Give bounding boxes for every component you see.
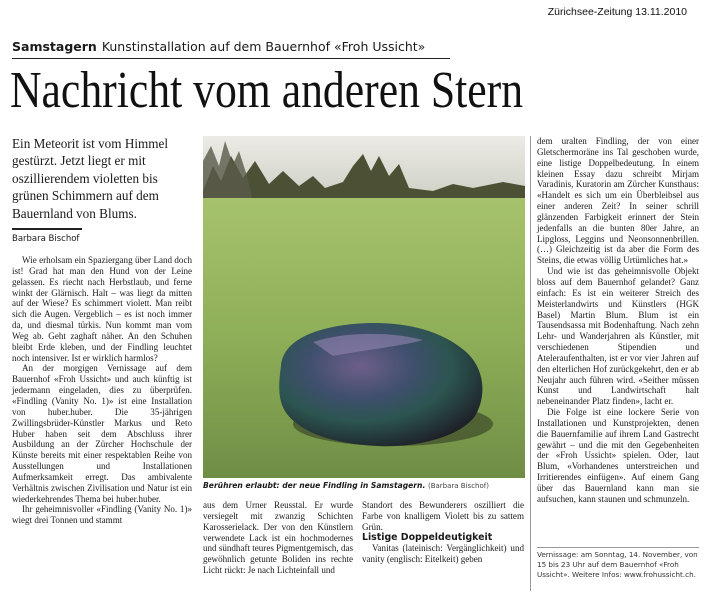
photo-caption-text: Berühren erlaubt: der neue Findling in Samstagern.: [203, 481, 426, 490]
lead-rule: [12, 228, 82, 230]
col1-paragraph-1: Wie erholsam ein Spaziergang über Land doch ist! Grad hat man den Hund von der Leine gelassen. Es riecht nach Herbstlaub, und ferne winkt der Glärnisch. Halt – was liegt da mitten auf der Wiese? Es schimmert violett. Man reibt sich die Augen. Vergeblich – es ist noch immer da, und diesmal türkis. Nun kommt man vom Weg ab. Geht zaghaft näher. An den Schuhen bleibt Erde kleben, und der Findling leuchtet noch intensiver. Ist er wirklich harmlos?: [12, 255, 192, 363]
col1-paragraph-3: Ihr geheimnisvoller «Findling (Vanity No. 1)» wiegt drei Tonnen und stammt: [12, 504, 192, 526]
kicker-location: Samstagern: [12, 39, 97, 54]
col4-paragraph-1: dem uralten Findling, der von einer Gletschermoräne ins Tal geschoben wurde, eine listige Doppelbedeutung. In einem kleinen Essay dazu schreibt Mirjam Varadinis, Kuratorin am Zürcher Kunsthaus: «Handelt es sich um ein Überbleibsel aus einer anderen Zeit? In seiner schrill glänzenden Farbigkeit erinnert der Stein jedenfalls an die bunten 80er Jahre, an Lipgloss, Leggins und Neonsonnenbrillen. (…) Gleichzeitig ist da aber die Form des Steins, die etwas völlig Urtümliches hat.»: [537, 136, 699, 266]
headline: Nachricht vom anderen Stern: [10, 62, 524, 119]
col4-paragraph-3: Die Folge ist eine lockere Serie von Installationen und Kunstprojekten, denen die Bauernfamilie auf ihrem Land Gastrecht gewährt – und die mit den Gegebenheiten der «Froh Ussicht» spielen. Oder, laut Blum, «Vorhandenes unterstreichen und Irritierendes einfügen». Auf einem Gang über das Bauernland kann man sie aufsuchen, kann staunen und schmunzeln.: [537, 407, 699, 504]
column-divider: [530, 136, 531, 591]
col4-paragraph-2: Und wie ist das geheimnisvolle Objekt bloss auf dem Bauernhof gelandet? Ganz einfach: Es ist ein weiterer Streich des Meisterlandwirts und Künstlers (HGK Basel) Martin Blum. Blum ist ein Tausendsassa mit Bodenhaftung. Nach zehn Lehr- und Wanderjahren als Künstler, mit verschiedenen Stipendien und Ateleraufenthalten, ist er vor vier Jahren auf den elterlichen Hof zurückgekehrt, den er ab Neujahr auch führen wird. «Seither müssen Kunst und Landwirtschaft halt nebeneinander Platz finden», lacht er.: [537, 266, 699, 407]
kicker-topic: Kunstinstallation auf dem Bauernhof «Froh Ussicht»: [101, 39, 426, 54]
source-label: Zürichsee-Zeitung 13.11.2010: [547, 6, 687, 18]
photo-caption: [203, 481, 525, 490]
byline: Barbara Bischof: [12, 234, 80, 244]
photo-meteorite-stone: [203, 136, 525, 478]
kicker: [12, 39, 425, 54]
col3-subhead: Listige Doppeldeutigkeit: [362, 531, 493, 543]
col3-intro: Standort des Bewunderers oszilliert die Farbe von knalligem Violett bis zu sattem Grün.: [362, 500, 524, 532]
note-rule: [537, 547, 699, 548]
column-3: [362, 500, 524, 565]
col3-paragraph: Vanitas (lateinisch: Vergänglichkeit) und vanity (englisch: Eitelkeit) geben: [362, 543, 524, 565]
vernissage-note: Vernissage: am Sonntag, 14. November, von 15 bis 23 Uhr auf dem Bauernhof «Froh Ussicht». Weitere Infos: www.frohussicht.ch.: [537, 550, 698, 579]
column-4: [537, 136, 699, 505]
photo-credit: (Barbara Bischof): [427, 482, 489, 490]
col1-paragraph-2: An der morgigen Vernissage auf dem Bauernhof «Froh Ussicht» und auch künftig ist jedermann eingeladen, dies zu überprüfen. «Findling (Vanity No. 1)» ist eine Installation von huber.huber. Die 35-jährigen Zwillingsbrüder-Künstler Markus und Reto Huber haben seit dem Abschluss ihrer Ausbildung an der Zürcher Hochschule der Künste bereits mit einer respektablen Reihe von Ausstellungen und Installationen Aufmerksamkeit erregt. Das ambivalente Verhältnis zwischen Zivilisation und Natur ist ein wiederkehrendes Thema bei huber.huber.: [12, 363, 192, 504]
lead: Ein Meteorit ist vom Himmel gestürzt. Jetzt liegt er mit oszillierendem violetten bis grünen Schimmern auf dem Bauernland von Blums.: [12, 136, 169, 221]
column-1: [12, 255, 192, 526]
column-2: [203, 500, 353, 576]
col2-paragraph: aus dem Urner Reusstal. Er wurde versiegelt mit zwanzig Schichten Karosserielack. Der von den Künstlern verwendete Lack ist ein hochmodernes und sündhaft teures Pigmentgemisch, das gewöhnlich getunte Boliden ins rechte Licht rückt: Je nach Lichteinfall und: [203, 500, 354, 576]
kicker-rule: [12, 58, 450, 59]
